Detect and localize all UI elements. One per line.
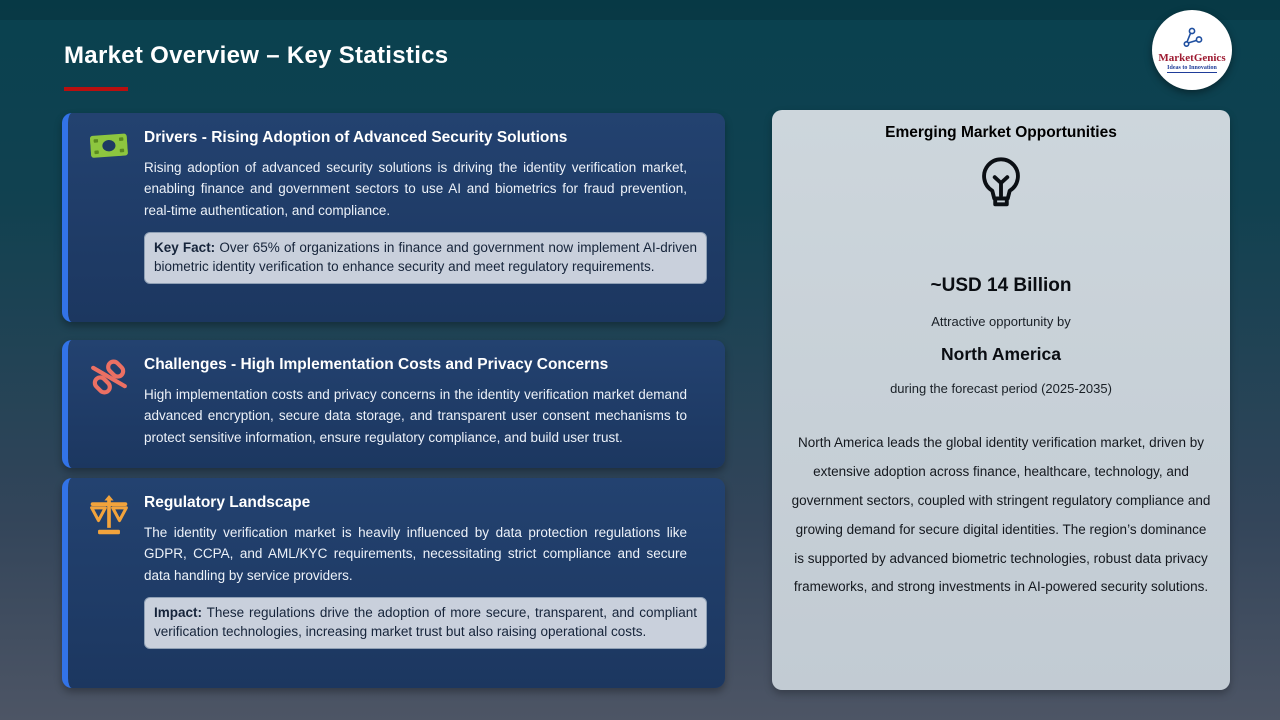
key-fact-callout (144, 232, 707, 284)
key-fact-label: Key Fact: (154, 239, 216, 255)
opportunity-value: ~USD 14 Billion (930, 275, 1072, 296)
impact-text: These regulations drive the adoption of more secure, transparent, and compliant verification technologies, increasing market trust but also raising operational costs. (154, 604, 697, 640)
card-drivers (62, 113, 725, 322)
impact-callout (144, 597, 707, 649)
card-regulatory-title: Regulatory Landscape (144, 494, 311, 511)
page-title: Market Overview – Key Statistics (64, 42, 449, 69)
card-challenges (62, 340, 725, 468)
card-drivers-title: Drivers - Rising Adoption of Advanced Security Solutions (144, 129, 568, 146)
scales-icon (88, 495, 130, 688)
card-challenges-content (130, 340, 725, 468)
card-challenges-body: High implementation costs and privacy concerns in the identity verification market demand advanced encryption, secure data storage, and transparent user consent mechanisms to protect sensitive information, ensure regulatory compliance, and build user trust. (144, 387, 687, 445)
molecule-icon (1179, 27, 1205, 51)
card-regulatory (62, 478, 725, 688)
lightbulb-icon (772, 152, 1230, 219)
opportunity-description: North America leads the global identity verification market, driven by extensive adoption across finance, healthcare, technology, and government sectors, coupled with stringent regulatory compliance and growing demand for secure digital identities. The region’s dominance is supported by advanced biometric technologies, robust data privacy frameworks, and strong investments in AI-powered security solutions. (791, 435, 1211, 595)
opportunity-panel-title: Emerging Market Opportunities (885, 124, 1117, 141)
opportunity-period: during the forecast period (2025-2035) (890, 381, 1112, 396)
opportunity-panel (772, 110, 1230, 690)
opportunity-region: North America (941, 344, 1061, 364)
card-drivers-content (130, 113, 725, 322)
key-fact-text: Over 65% of organizations in finance and government now implement AI-driven biometric identity verification to enhance security and meet regulatory requirements. (154, 239, 697, 275)
banknote-icon (88, 130, 130, 322)
impact-label: Impact: (154, 604, 203, 620)
card-regulatory-body: The identity verification market is heavily influenced by data protection regulations like GDPR, CCPA, and AML/KYC requirements, necessitating strict compliance and secure data handling by service providers. (144, 525, 687, 583)
card-drivers-body: Rising adoption of advanced security solutions is driving the identity verification market, enabling finance and government sectors to use AI and biometrics for fraud prevention, real-time authentication, and compliance. (144, 160, 687, 218)
logo-brand-text: MarketGenics (1158, 51, 1226, 64)
opportunity-subtitle: Attractive opportunity by (931, 314, 1071, 329)
top-strip (0, 0, 1280, 20)
brand-logo (1152, 10, 1232, 90)
title-underline (64, 87, 128, 91)
card-regulatory-content (130, 478, 725, 688)
logo-tagline-text: Ideas to Innovation (1167, 65, 1217, 72)
unlink-icon (88, 357, 130, 468)
card-challenges-title: Challenges - High Implementation Costs and Privacy Concerns (144, 356, 609, 373)
